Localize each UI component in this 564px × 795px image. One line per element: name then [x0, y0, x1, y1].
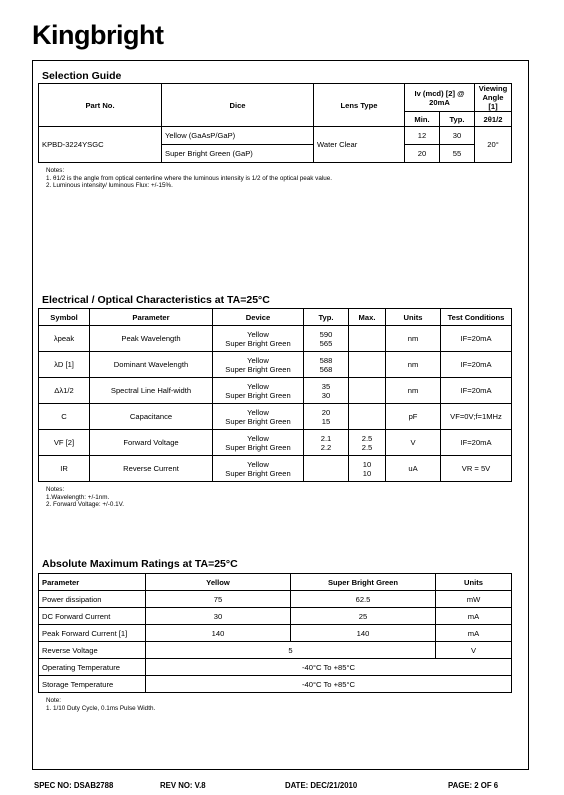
- param-cell: DC Forward Current: [39, 608, 146, 625]
- electrical-table: [38, 308, 512, 482]
- typ-cell: [304, 404, 349, 430]
- header-units: Units: [386, 309, 441, 326]
- param-cell: Power dissipation: [39, 591, 146, 608]
- max-cell-line: [352, 408, 382, 417]
- max-cell-line: [352, 339, 382, 348]
- footer-spec-no: SPEC NO: DSAB2788: [34, 781, 114, 790]
- header-parameter: Parameter: [39, 574, 146, 591]
- header-iv: Iv (mcd) [2] @ 20mA: [405, 84, 475, 112]
- typ-cell-line: 35: [321, 381, 331, 391]
- parameter-cell: Reverse Current: [90, 456, 213, 482]
- dice-cell: Super Bright Green (GaP): [162, 145, 314, 163]
- typ-cell-line: 590: [319, 329, 333, 339]
- absolute-max-title: Absolute Maximum Ratings at TA=25°C: [42, 558, 238, 570]
- device-cell-line: Super Bright Green: [225, 338, 291, 348]
- max-cell-line: 2.5: [361, 442, 373, 452]
- table-row: [39, 456, 512, 482]
- header-min: Min.: [405, 112, 440, 127]
- viewing-angle-cell: 20°: [475, 127, 512, 163]
- device-cell-line: Yellow: [247, 329, 269, 339]
- test-conditions-cell: IF=20mA: [441, 430, 512, 456]
- device-cell: [213, 430, 304, 456]
- symbol-cell: IR: [39, 456, 90, 482]
- unit-cell: mA: [436, 625, 512, 642]
- footer-rev-no: REV NO: V.8: [160, 781, 206, 790]
- iv-min-cell: 20: [405, 145, 440, 163]
- device-cell: [213, 456, 304, 482]
- selection-guide-title: Selection Guide: [42, 70, 122, 82]
- selection-notes: [46, 167, 332, 190]
- param-cell: Peak Forward Current [1]: [39, 625, 146, 642]
- header-super-bright-green: Super Bright Green: [291, 574, 436, 591]
- max-cell-line: [352, 356, 382, 365]
- header-device: Device: [213, 309, 304, 326]
- yellow-cell: 30: [146, 608, 291, 625]
- footer-date: DATE: DEC/21/2010: [285, 781, 358, 790]
- green-cell: 62.5: [291, 591, 436, 608]
- parameter-cell: Peak Wavelength: [90, 326, 213, 352]
- max-cell-line: [352, 391, 382, 400]
- units-cell: V: [386, 430, 441, 456]
- header-typ: Typ.: [304, 309, 349, 326]
- header-yellow: Yellow: [146, 574, 291, 591]
- iv-typ-cell: 30: [440, 127, 475, 145]
- typ-cell: [304, 456, 349, 482]
- typ-cell: [304, 430, 349, 456]
- typ-cell-line: 30: [321, 390, 331, 400]
- units-cell: nm: [386, 352, 441, 378]
- electrical-title: Electrical / Optical Characteristics at TA=25°C: [42, 294, 270, 306]
- units-cell: uA: [386, 456, 441, 482]
- header-theta: 2θ1/2: [475, 112, 512, 127]
- reverse-voltage-value: 5: [146, 642, 436, 659]
- max-cell: [349, 378, 386, 404]
- max-cell-line: [352, 417, 382, 426]
- typ-cell-line: 20: [321, 407, 331, 417]
- absolute-notes: [46, 697, 155, 712]
- typ-cell-line: 2.1: [320, 433, 332, 443]
- header-units: Units: [436, 574, 512, 591]
- yellow-cell: 140: [146, 625, 291, 642]
- symbol-cell: Δλ1/2: [39, 378, 90, 404]
- typ-cell-line: 568: [319, 364, 333, 374]
- device-cell-line: Super Bright Green: [225, 390, 291, 400]
- device-cell: [213, 326, 304, 352]
- green-cell: 25: [291, 608, 436, 625]
- max-cell: [349, 326, 386, 352]
- typ-cell-line: 2.2: [320, 442, 332, 452]
- max-cell: [349, 430, 386, 456]
- header-max: Max.: [349, 309, 386, 326]
- typ-cell-line: [307, 469, 345, 478]
- typ-cell: [304, 326, 349, 352]
- symbol-cell: λpeak: [39, 326, 90, 352]
- dice-cell: Yellow (GaAsP/GaP): [162, 127, 314, 145]
- note-line: Notes:: [46, 167, 65, 174]
- max-cell-line: [352, 365, 382, 374]
- header-dice: Dice: [162, 84, 314, 127]
- device-cell: [213, 378, 304, 404]
- note-line: 1.Wavelength: +/-1nm.: [46, 493, 110, 501]
- note-line: Note:: [46, 697, 62, 704]
- device-cell-line: Super Bright Green: [225, 416, 291, 426]
- max-cell: [349, 456, 386, 482]
- yellow-cell: 75: [146, 591, 291, 608]
- device-cell-line: Yellow: [247, 459, 269, 469]
- max-cell-line: 2.5: [361, 433, 373, 443]
- unit-cell: mW: [436, 591, 512, 608]
- header-symbol: Symbol: [39, 309, 90, 326]
- parameter-cell: Capacitance: [90, 404, 213, 430]
- note-line: 1. θ1/2 is the angle from optical centerline where the luminous intensity is 1/2 of the optical peak value.: [46, 174, 332, 182]
- footer-page: PAGE: 2 OF 6: [448, 781, 499, 790]
- units-cell: nm: [386, 378, 441, 404]
- table-row: [39, 430, 512, 456]
- note-line: 2. Forward Voltage: +/-0.1V.: [46, 501, 125, 508]
- table-row: [39, 326, 512, 352]
- typ-cell-line: [307, 460, 345, 469]
- note-line: 1. 1/10 Duty Cycle, 0.1ms Pulse Width.: [46, 704, 156, 712]
- operating-temp-value: -40°C To +85°C: [146, 659, 512, 676]
- device-cell-line: Yellow: [247, 355, 269, 365]
- header-test-conditions: Test Conditions: [441, 309, 512, 326]
- param-cell: Reverse Voltage: [39, 642, 146, 659]
- test-conditions-cell: VF=0V;f=1MHz: [441, 404, 512, 430]
- parameter-cell: Forward Voltage: [90, 430, 213, 456]
- iv-min-cell: 12: [405, 127, 440, 145]
- typ-cell-line: 565: [319, 338, 333, 348]
- kingbright-logo: Kingbright: [32, 20, 164, 50]
- device-cell-line: Yellow: [247, 407, 269, 417]
- header-lens-type: Lens Type: [314, 84, 405, 127]
- symbol-cell: VF [2]: [39, 430, 90, 456]
- typ-cell: [304, 378, 349, 404]
- device-cell-line: Super Bright Green: [225, 364, 291, 374]
- electrical-notes: [46, 486, 124, 509]
- max-cell-line: [352, 382, 382, 391]
- table-row: [39, 352, 512, 378]
- max-cell: [349, 352, 386, 378]
- device-cell: [213, 404, 304, 430]
- device-cell-line: Super Bright Green: [225, 442, 291, 452]
- unit-cell: mA: [436, 608, 512, 625]
- absolute-max-table: [38, 573, 512, 693]
- header-viewing-angle: Viewing Angle [1]: [475, 84, 512, 112]
- typ-cell-line: 588: [319, 355, 333, 365]
- device-cell: [213, 352, 304, 378]
- lens-type-cell: Water Clear: [314, 127, 405, 163]
- parameter-cell: Dominant Wavelength: [90, 352, 213, 378]
- typ-cell-line: 15: [321, 416, 331, 426]
- symbol-cell: λD [1]: [39, 352, 90, 378]
- note-line: 2. Luminous intensity/ luminous Flux: +/-15%.: [46, 182, 173, 189]
- iv-typ-cell: 55: [440, 145, 475, 163]
- table-row: [39, 404, 512, 430]
- symbol-cell: C: [39, 404, 90, 430]
- unit-cell: V: [436, 642, 512, 659]
- param-cell: Storage Temperature: [39, 676, 146, 693]
- test-conditions-cell: IF=20mA: [441, 352, 512, 378]
- param-cell: Operating Temperature: [39, 659, 146, 676]
- max-cell-line: 10: [362, 459, 372, 469]
- typ-cell: [304, 352, 349, 378]
- device-cell-line: Super Bright Green: [225, 468, 291, 478]
- max-cell-line: 10: [362, 468, 372, 478]
- units-cell: pF: [386, 404, 441, 430]
- max-cell-line: [352, 330, 382, 339]
- storage-temp-value: -40°C To +85°C: [146, 676, 512, 693]
- parameter-cell: Spectral Line Half-width: [90, 378, 213, 404]
- part-number: KPBD-3224YSGC: [39, 127, 162, 163]
- max-cell: [349, 404, 386, 430]
- device-cell-line: Yellow: [247, 381, 269, 391]
- header-part-no: Part No.: [39, 84, 162, 127]
- test-conditions-cell: IF=20mA: [441, 326, 512, 352]
- device-cell-line: Yellow: [247, 433, 269, 443]
- note-line: Notes:: [46, 486, 65, 493]
- header-parameter: Parameter: [90, 309, 213, 326]
- selection-guide-table: [38, 83, 512, 163]
- test-conditions-cell: VR = 5V: [441, 456, 512, 482]
- test-conditions-cell: IF=20mA: [441, 378, 512, 404]
- green-cell: 140: [291, 625, 436, 642]
- header-typ: Typ.: [440, 112, 475, 127]
- table-row: [39, 378, 512, 404]
- units-cell: nm: [386, 326, 441, 352]
